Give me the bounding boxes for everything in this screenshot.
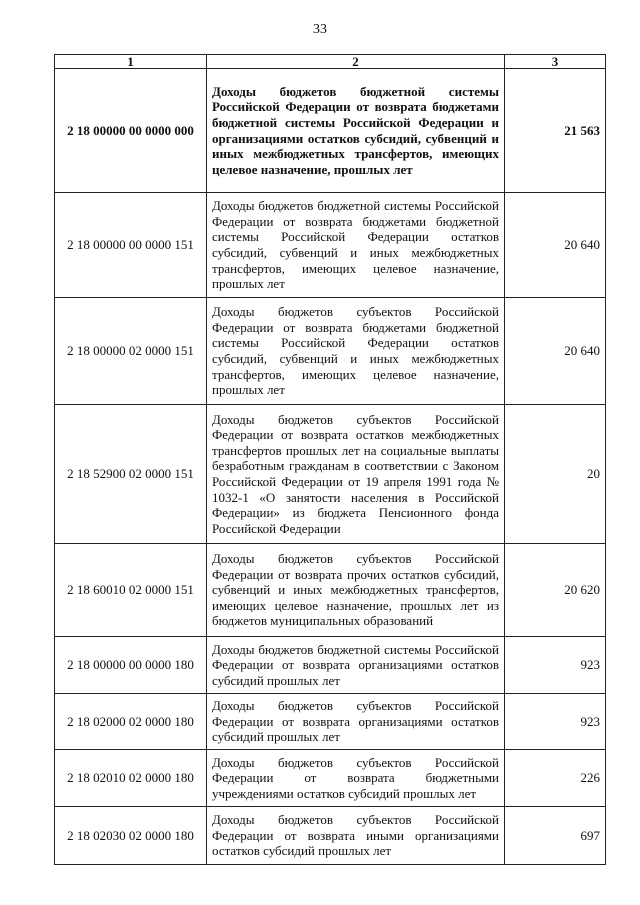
amount-cell: 697 bbox=[505, 807, 606, 865]
budget-code-cell: 2 18 00000 02 0000 151 bbox=[55, 298, 207, 405]
revenue-name-cell: Доходы бюджетов субъектов Российской Федерации от возврата бюджетами бюджетной системы Российской Федерации остатков субсидий, субвенций и иных межбюджетных трансфертов, имеющих целевое назначение, прошлых лет bbox=[207, 298, 505, 405]
revenue-name-cell: Доходы бюджетов субъектов Российской Федерации от возврата прочих остатков субсидий, субвенций и иных межбюджетных трансфертов, имеющих целевое назначение, прошлых лет из бюджетов муниципальных образований bbox=[207, 544, 505, 637]
revenue-name-cell: Доходы бюджетов субъектов Российской Федерации от возврата бюджетными учреждениями остатков субсидий прошлых лет bbox=[207, 750, 505, 807]
amount-cell: 923 bbox=[505, 637, 606, 694]
budget-code-cell: 2 18 00000 00 0000 151 bbox=[55, 193, 207, 298]
amount-cell: 923 bbox=[505, 694, 606, 750]
amount-cell: 20 620 bbox=[505, 544, 606, 637]
budget-code-cell: 2 18 00000 00 0000 180 bbox=[55, 637, 207, 694]
budget-code-cell: 2 18 02030 02 0000 180 bbox=[55, 807, 207, 865]
table-row bbox=[55, 298, 606, 405]
revenue-name-cell: Доходы бюджетов субъектов Российской Федерации от возврата иными организациями остатков субсидий прошлых лет bbox=[207, 807, 505, 865]
amount-cell: 21 563 bbox=[505, 69, 606, 193]
amount-cell: 20 640 bbox=[505, 193, 606, 298]
page-number: 33 bbox=[313, 22, 327, 37]
column-header-amount: 3 bbox=[505, 55, 606, 69]
amount-cell: 20 bbox=[505, 405, 606, 544]
budget-code-cell: 2 18 02010 02 0000 180 bbox=[55, 750, 207, 807]
budget-code-cell: 2 18 00000 00 0000 000 bbox=[55, 69, 207, 193]
budget-revenue-table bbox=[54, 54, 606, 865]
amount-cell: 20 640 bbox=[505, 298, 606, 405]
budget-code-cell: 2 18 52900 02 0000 151 bbox=[55, 405, 207, 544]
table-row bbox=[55, 694, 606, 750]
table-row bbox=[55, 637, 606, 694]
column-header-name: 2 bbox=[207, 55, 505, 69]
table-row bbox=[55, 807, 606, 865]
budget-code-cell: 2 18 02000 02 0000 180 bbox=[55, 694, 207, 750]
table-row bbox=[55, 544, 606, 637]
budget-code-cell: 2 18 60010 02 0000 151 bbox=[55, 544, 207, 637]
revenue-name-cell: Доходы бюджетов бюджетной системы Российской Федерации от возврата организациями остатков субсидий прошлых лет bbox=[207, 637, 505, 694]
table-row bbox=[55, 750, 606, 807]
column-header-code: 1 bbox=[55, 55, 207, 69]
table-row bbox=[55, 405, 606, 544]
revenue-name-cell: Доходы бюджетов субъектов Российской Федерации от возврата организациями остатков субсидий прошлых лет bbox=[207, 694, 505, 750]
table-header-row bbox=[55, 55, 606, 69]
table-row bbox=[55, 69, 606, 193]
revenue-name-cell: Доходы бюджетов бюджетной системы Российской Федерации от возврата бюджетами бюджетной системы Российской Федерации и организациями остатков субсидий, субвенций и иных межбюджетных трансфертов, имеющих целевое назначение, прошлых лет bbox=[207, 69, 505, 193]
table-row bbox=[55, 193, 606, 298]
revenue-name-cell: Доходы бюджетов субъектов Российской Федерации от возврата остатков межбюджетных трансфертов прошлых лет на социальные выплаты безработным гражданам в соответствии с Законом Российской Федерации от 19 апреля 1991 года № 1032-1 «О занятости населения в Российской Федерации» из бюджета Пенсионного фонда Российской Федерации bbox=[207, 405, 505, 544]
amount-cell: 226 bbox=[505, 750, 606, 807]
revenue-name-cell: Доходы бюджетов бюджетной системы Российской Федерации от возврата бюджетами бюджетной системы Российской Федерации остатков субсидий, субвенций и иных межбюджетных трансфертов, имеющих целевое назначение, прошлых лет bbox=[207, 193, 505, 298]
